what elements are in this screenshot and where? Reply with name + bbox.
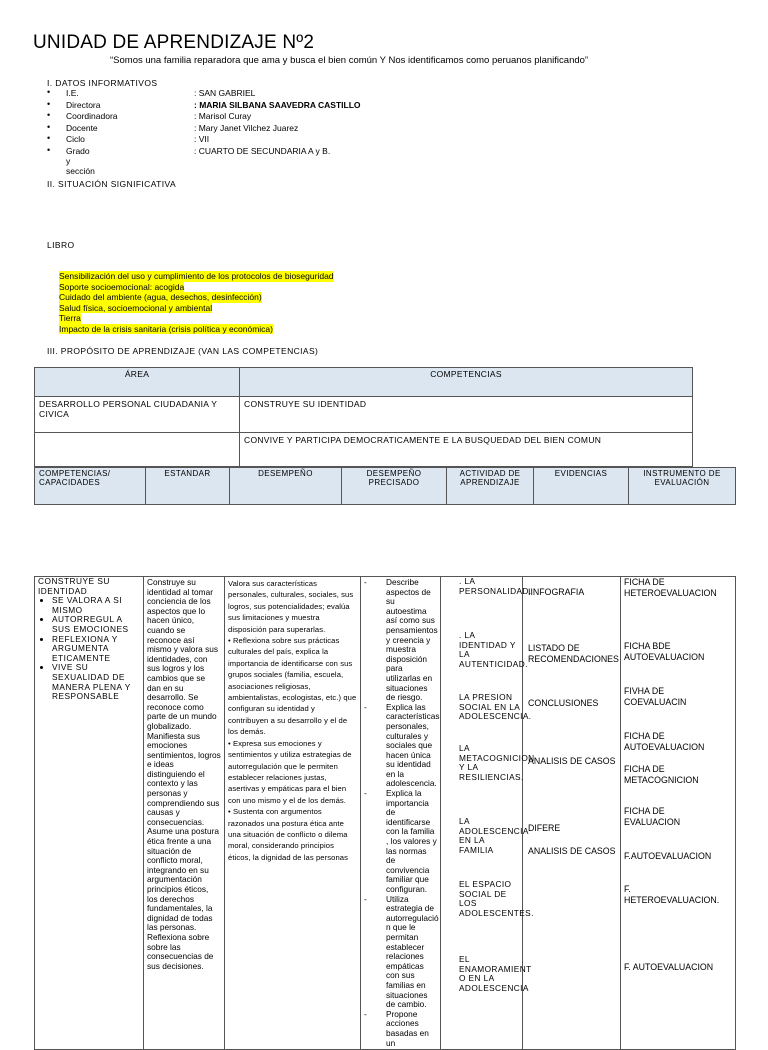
col-header: COMPETENCIAS/ CAPACIDADES bbox=[35, 468, 146, 505]
instrumento-item: F. AUTOEVALUACION bbox=[624, 962, 714, 972]
col-header: ACTIVIDAD DE APRENDIZAJE bbox=[447, 468, 534, 505]
evidencia-item: CONCLUSIONES bbox=[528, 698, 599, 708]
instrumento-item: FIVHA DE COEVALUACIN bbox=[624, 686, 687, 707]
unit-subtitle: “Somos una familia reparadora que ama y busca el bien común Y Nos identificamos como peruanos planificando” bbox=[110, 55, 589, 66]
precisado-item: - Describe aspectos de su autoestima así como sus pensamientos y creencia y muestra disposición para utilizarlas en situaciones de riesgo. bbox=[364, 578, 437, 703]
desempeno-item: • Reflexiona sobre sus prácticas culturales del país, explica la importancia de identificarse con sus grupos sociales (familia, escuela, asociaciones religiosas, ambientalistas, ecologistas, etc.) que configuran su identidad y contribuyen a su desarrollo y el de los demás. bbox=[228, 636, 357, 737]
competencia-item: CONVIVE Y PARTICIPA DEMOCRATICAMENTE E LA BUSQUEDAD DEL BIEN COMUN bbox=[240, 433, 693, 467]
info-label: Grado y sección bbox=[66, 145, 95, 176]
col-header: DESEMPEÑO PRECISADO bbox=[342, 468, 447, 505]
highlight-item: Tierra bbox=[59, 313, 81, 323]
col-header: INSTRUMENTO DE EVALUACIÓN bbox=[629, 468, 736, 505]
desempeno-item: • Expresa sus emociones y sentimientos y utiliza estrategias de autorregulación que le permiten establecer relaciones justas, asertivas y empáticas para el bien con uno mismo y el de los demás. bbox=[228, 738, 352, 805]
desempeno-precisado-cell bbox=[361, 577, 441, 1050]
competencia-item: CONSTRUYE SU IDENTIDAD bbox=[240, 397, 693, 433]
info-label: Ciclo bbox=[66, 134, 85, 144]
info-value: : Mary Janet Vilchez Juarez bbox=[194, 122, 299, 133]
desempeno-cell bbox=[225, 577, 361, 1050]
section-situacion-significativa: II. SITUACIÓN SIGNIFICATIVA bbox=[47, 179, 177, 189]
instrumento-item: F. HETEROEVALUACION. bbox=[624, 884, 720, 905]
instrumento-item: F.AUTOEVALUACION bbox=[624, 851, 712, 861]
actividad-item: . LA IDENTIDAD Y LA AUTENTICIDAD. bbox=[459, 630, 528, 669]
area-empty bbox=[35, 433, 240, 467]
evidencia-item: DIFERE bbox=[528, 823, 561, 833]
col-header: ESTANDAR bbox=[146, 468, 230, 505]
capacidad-item: • VIVE SU SEXUALIDAD DE MANERA PLENA Y RESPONSABLE bbox=[52, 663, 140, 701]
libro-label: LIBRO bbox=[47, 240, 75, 250]
info-value: : SAN GABRIEL bbox=[194, 88, 256, 98]
capacidad-item: • AUTORREGUL A SUS EMOCIONES bbox=[52, 615, 140, 634]
actividad-item: LA PRESION SOCIAL EN LA ADOLESCENCIA. bbox=[459, 692, 532, 722]
instrumento-item: FICHA DE HETEROEVALUACION bbox=[624, 577, 717, 598]
highlight-item: Salud física, socioemocional y ambiental bbox=[59, 302, 213, 313]
info-value: : Marisol Curay bbox=[194, 111, 252, 121]
competencia-cell bbox=[35, 577, 144, 1050]
header-competencias: COMPETENCIAS bbox=[240, 368, 693, 397]
capacidad-item: • SE VALORA A SI MISMO bbox=[52, 596, 140, 615]
instrumento-item: FICHA DE AUTOEVALUACION bbox=[624, 731, 705, 752]
precisado-item: - Explica las características personales, culturales y sociales que hacen única su identidad en la adolescencia. bbox=[364, 703, 437, 789]
precisado-item: - Explica la importancia de identificarse con la familia , los valores y las normas de convivencia familiar que configuran. bbox=[364, 789, 437, 895]
evidencia-item: ANALISIS DE CASOS bbox=[528, 846, 616, 856]
section-proposito: III. PROPÓSITO DE APRENDIZAJE (VAN LAS COMPETENCIAS) bbox=[47, 346, 319, 356]
actividad-item: LA METACOGNICION Y LA RESILIENCIAS. bbox=[459, 743, 535, 782]
info-label: Docente bbox=[66, 122, 98, 133]
precisado-item: - Propone acciones basadas en un bbox=[364, 1010, 437, 1048]
highlighted-topics bbox=[59, 271, 334, 334]
section-datos-informativos: I. DATOS INFORMATIVOS bbox=[47, 78, 158, 88]
capacidad-item: • REFLEXIONA Y ARGUMENTA ETICAMENTE bbox=[52, 635, 140, 664]
actividad-item: LA ADOLESCENCIA EN LA FAMILIA bbox=[459, 816, 529, 855]
actividad-item: . LA PERSONALIDAD. bbox=[459, 576, 532, 596]
evidencias-cell bbox=[523, 577, 621, 1050]
highlight-item: Impacto de la crisis sanitaria (crisis política y económica) bbox=[59, 323, 273, 334]
actividad-item: EL ENAMORAMIENT O EN LA ADOLESCENCIA bbox=[459, 954, 532, 993]
info-label: I.E. bbox=[66, 88, 79, 98]
desempeno-item: • Sustenta con argumentos razonados una postura ética ante una situación de conflicto o dilema moral, considerando principios éticos, la dignidad de las personas bbox=[228, 807, 349, 862]
evidencia-item: LISTADO DE RECOMENDACIONES bbox=[528, 643, 619, 664]
area-name: DESARROLLO PERSONAL CIUDADANIA Y CIVICA bbox=[35, 397, 240, 433]
instrumento-item: FICHA DE EVALUACION bbox=[624, 806, 681, 827]
precisado-item: - Utiliza estrategia de autorregulació n que le permitan establecer relaciones empáticas con sus familias en situaciones de cambio. bbox=[364, 895, 437, 1010]
info-value: : MARIA SILBANA SAAVEDRA CASTILLO bbox=[194, 99, 361, 110]
matrix-header-table bbox=[34, 467, 736, 505]
instrumento-item: FICHA DE METACOGNICION bbox=[624, 764, 699, 785]
instrumentos-cell bbox=[621, 577, 736, 1050]
actividades-cell bbox=[441, 576, 535, 1050]
highlight-item: Sensibilización del uso y cumplimiento de los protocolos de bioseguridad bbox=[59, 271, 334, 281]
highlight-item: Soporte socioemocional: acogida bbox=[59, 281, 185, 292]
desempeno-item: Valora sus características personales, culturales, sociales, sus logros, sus potencialidades; evalúa sus limitaciones y muestra disposición para superarlas. bbox=[228, 579, 354, 634]
info-value: : VII bbox=[194, 134, 210, 144]
header-area: ÁREA bbox=[35, 368, 240, 397]
evidencia-item: ANALISIS DE CASOS bbox=[528, 756, 616, 766]
actividad-item: EL ESPACIO SOCIAL DE LOS ADOLESCENTES. bbox=[459, 879, 534, 918]
col-header: DESEMPEÑO bbox=[230, 468, 342, 505]
info-label: Coordinadora bbox=[66, 111, 118, 121]
col-header: EVIDENCIAS bbox=[534, 468, 629, 505]
estandar-cell: Construye su identidad al tomar conciencia de los aspectos que lo hacen único, cuando se reconoce así mismo y valora sus identidades, con sus logros y los cambios que se dan en su desarrollo. Se reconoce como parte de un mundo globalizado. Manifiesta sus emociones sentimientos, logros e ideas distinguiendo el contexto y las personas y comprendiendo sus causas y consecuencias. Asume una postura ética frente a una situación de conflicto moral, integrando en su argumentación principios éticos, los derechos fundamentales, la dignidad de todas las personas. Reflexiona sobre sobre las consecuencias de sus decisiones. bbox=[144, 577, 225, 1050]
competencia-title: CONSTRUYE SU IDENTIDAD bbox=[38, 576, 110, 596]
area-competencias-table bbox=[34, 367, 693, 467]
competencia-matrix-table bbox=[34, 576, 736, 1050]
highlight-item: Cuidado del ambiente (agua, desechos, desinfección) bbox=[59, 292, 262, 302]
evidencia-item: IINFOGRAFIA bbox=[528, 587, 585, 597]
page-title: UNIDAD DE APRENDIZAJE Nº2 bbox=[33, 32, 315, 53]
info-value: : CUARTO DE SECUNDARIA A y B. bbox=[194, 145, 331, 156]
instrumento-item: FICHA BDE AUTOEVALUACION bbox=[624, 641, 705, 662]
info-label: Directora bbox=[66, 99, 101, 110]
